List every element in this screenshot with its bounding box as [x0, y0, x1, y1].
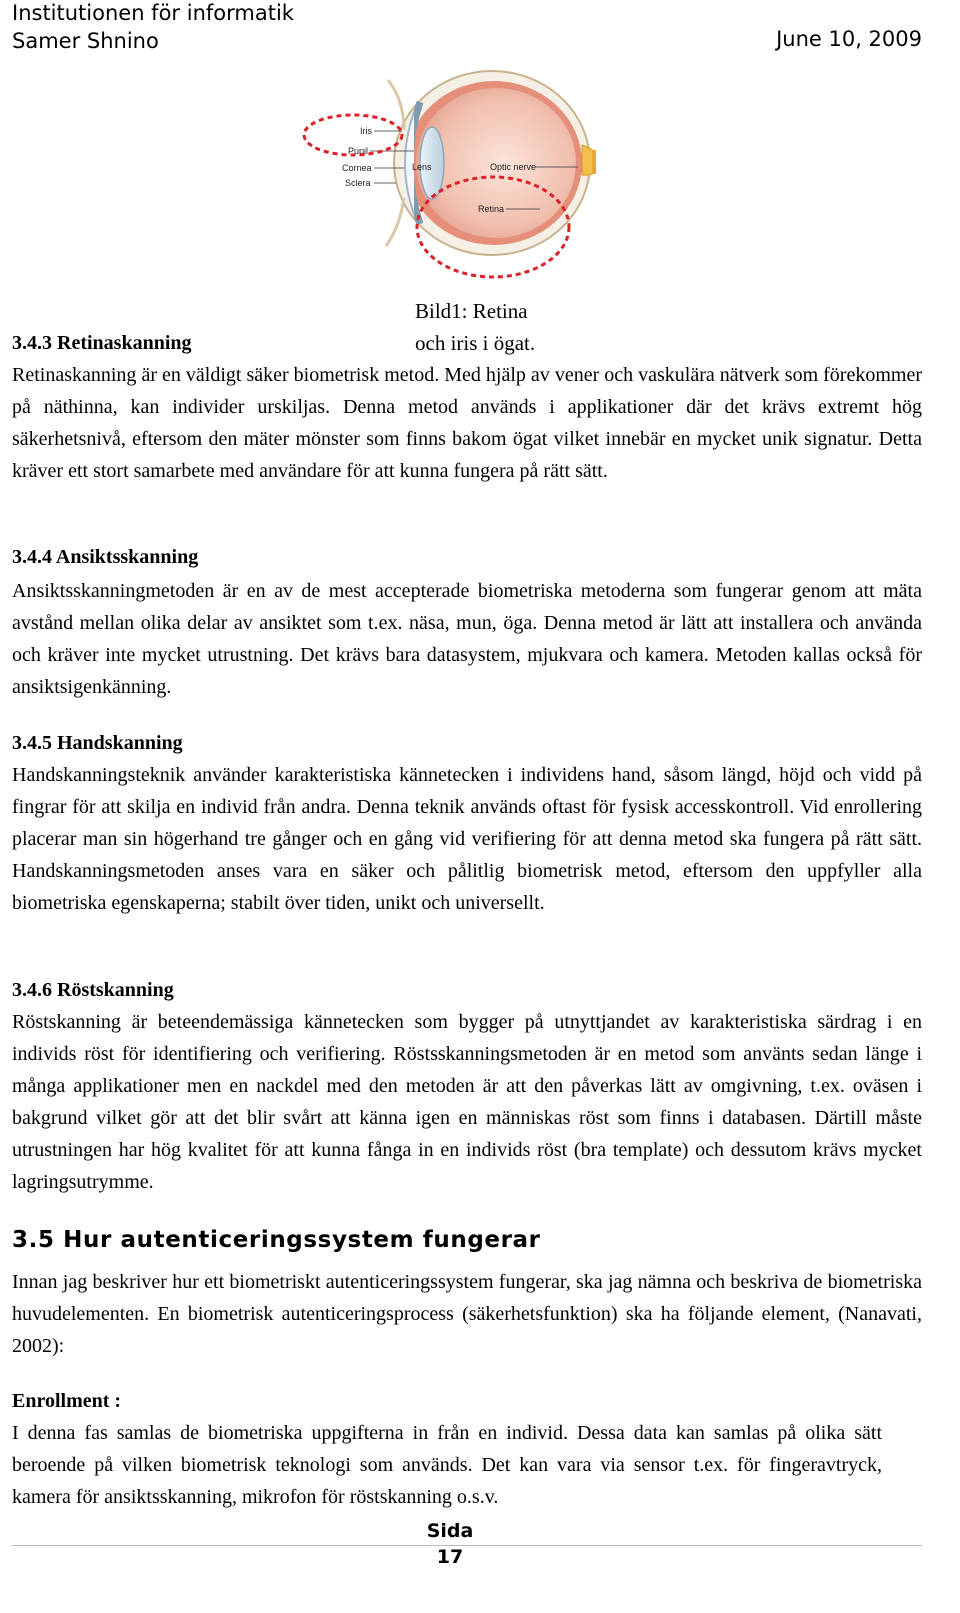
paragraph-handskanning: Handskanningsteknik använder karakteristiska kännetecken i individens hand, såsom längd, höjd och vidd på fingrar för att skilja en individ från andra. Denna teknik används oftast för fysisk accesskontroll. Vid enrollering placerar man sin högerhand tre gånger och en gång vid verifiering för att denna metod ska fungera på rätt sätt. Handskanningsmetoden anses vara en säker och pålitlig biometrisk metod, eftersom den uppfyller alla biometriska egenskaperna; stabilt över tiden, unikt och universellt.	[12, 764, 922, 914]
paragraph-enrollment: I denna fas samlas de biometriska uppgifterna in från en individ. Dessa data kan samlas på olika sätt beroende på vilken biometrisk teknologi som används. Det kan vara via sensor t.ex. för fingeravtryck, kamera för ansiktsskanning, mikrofon för röstskanning o.s.v.	[12, 1422, 882, 1508]
label-cornea: Cornea	[342, 163, 372, 173]
label-pupil: Pupil	[348, 146, 369, 156]
figure-caption-line2: och iris i ögat.	[415, 331, 536, 355]
label-optic-nerve: Optic nerve	[490, 162, 537, 172]
label-sclera: Sclera	[345, 178, 371, 188]
footer-label: Sida	[426, 1520, 474, 1542]
paragraph-section-3-5-intro: Innan jag beskriver hur ett biometriskt autenticeringssystem fungerar, ska jag nämna och beskriva de biometriska huvudelementen. En biometrisk autenticeringsprocess (säkerhetsfunktion) ska ha följande element, (Nanavati, 2002):	[12, 1271, 922, 1357]
paragraph-ansiktsskanning: Ansiktsskanningmetoden är en av de mest accepterade biometriska metoderna som fungerar genom att mäta avstånd mellan olika delar av ansiktet som t.ex. näsa, mun, öga. Denna metod är lätt att installera och använda och kräver inte mycket utrustning. Det krävs bara datasystem, mjukvara och kamera. Metoden kallas också för ansiktsigenkänning.	[12, 580, 922, 698]
label-lens: Lens	[412, 162, 432, 172]
paragraph-rostskanning: Röstskanning är beteendemässiga kännetecken som bygger på utnyttjandet av karakteristiska särdrag i en individs röst för identifiering och verifiering. Röstsskanningsmetoden är en metod som använts sedan länge i många applikationer men en nackdel med den metoden är att den påverkas lätt av omgivning, t.ex. oväsen i bakgrund vilket gör att det blir svårt att känna igen en människas röst som finns i databasen. Därtill måste utrustningen har hög kvalitet för att kunna fånga in en individs röst (bra template) och dessutom krävs mycket lagringsutrymme.	[12, 1011, 922, 1193]
heading-enrollment: Enrollment :	[12, 1390, 122, 1412]
label-iris: Iris	[360, 126, 372, 136]
heading-retinaskanning: 3.4.3 Retinaskanning	[12, 332, 192, 354]
figure-caption-line1: Bild1: Retina	[415, 299, 528, 323]
heading-handskanning: 3.4.5 Handskanning	[12, 732, 183, 754]
page-footer	[420, 1518, 480, 1570]
heading-rostskanning: 3.4.6 Röstskanning	[12, 979, 174, 1001]
header-author: Samer Shnino	[12, 29, 159, 53]
label-retina: Retina	[478, 204, 505, 214]
header-institution: Institutionen för informatik	[12, 1, 294, 25]
paragraph-retinaskanning: Retinaskanning är en väldigt säker biometrisk metod. Med hjälp av vener och vaskulära nätverk som förekommer på näthinna, kan individer urskiljas. Denna metod används i applikationer där det krävs extremt hög säkerhetsnivå, eftersom den mäter mönster som finns bakom ögat vilket innebär en mycket unik signatur. Detta kräver ett stort samarbete med användare för att kunna fungera på rätt sätt.	[12, 364, 922, 482]
page-number: 17	[436, 1546, 464, 1568]
running-header	[12, 0, 294, 55]
eye-diagram	[296, 62, 596, 294]
header-date: June 10, 2009	[776, 27, 922, 51]
heading-ansiktsskanning: 3.4.4 Ansiktsskanning	[12, 546, 199, 568]
figure-caption	[415, 295, 535, 359]
heading-section-3-5: 3.5 Hur autenticeringssystem fungerar	[12, 1227, 541, 1253]
